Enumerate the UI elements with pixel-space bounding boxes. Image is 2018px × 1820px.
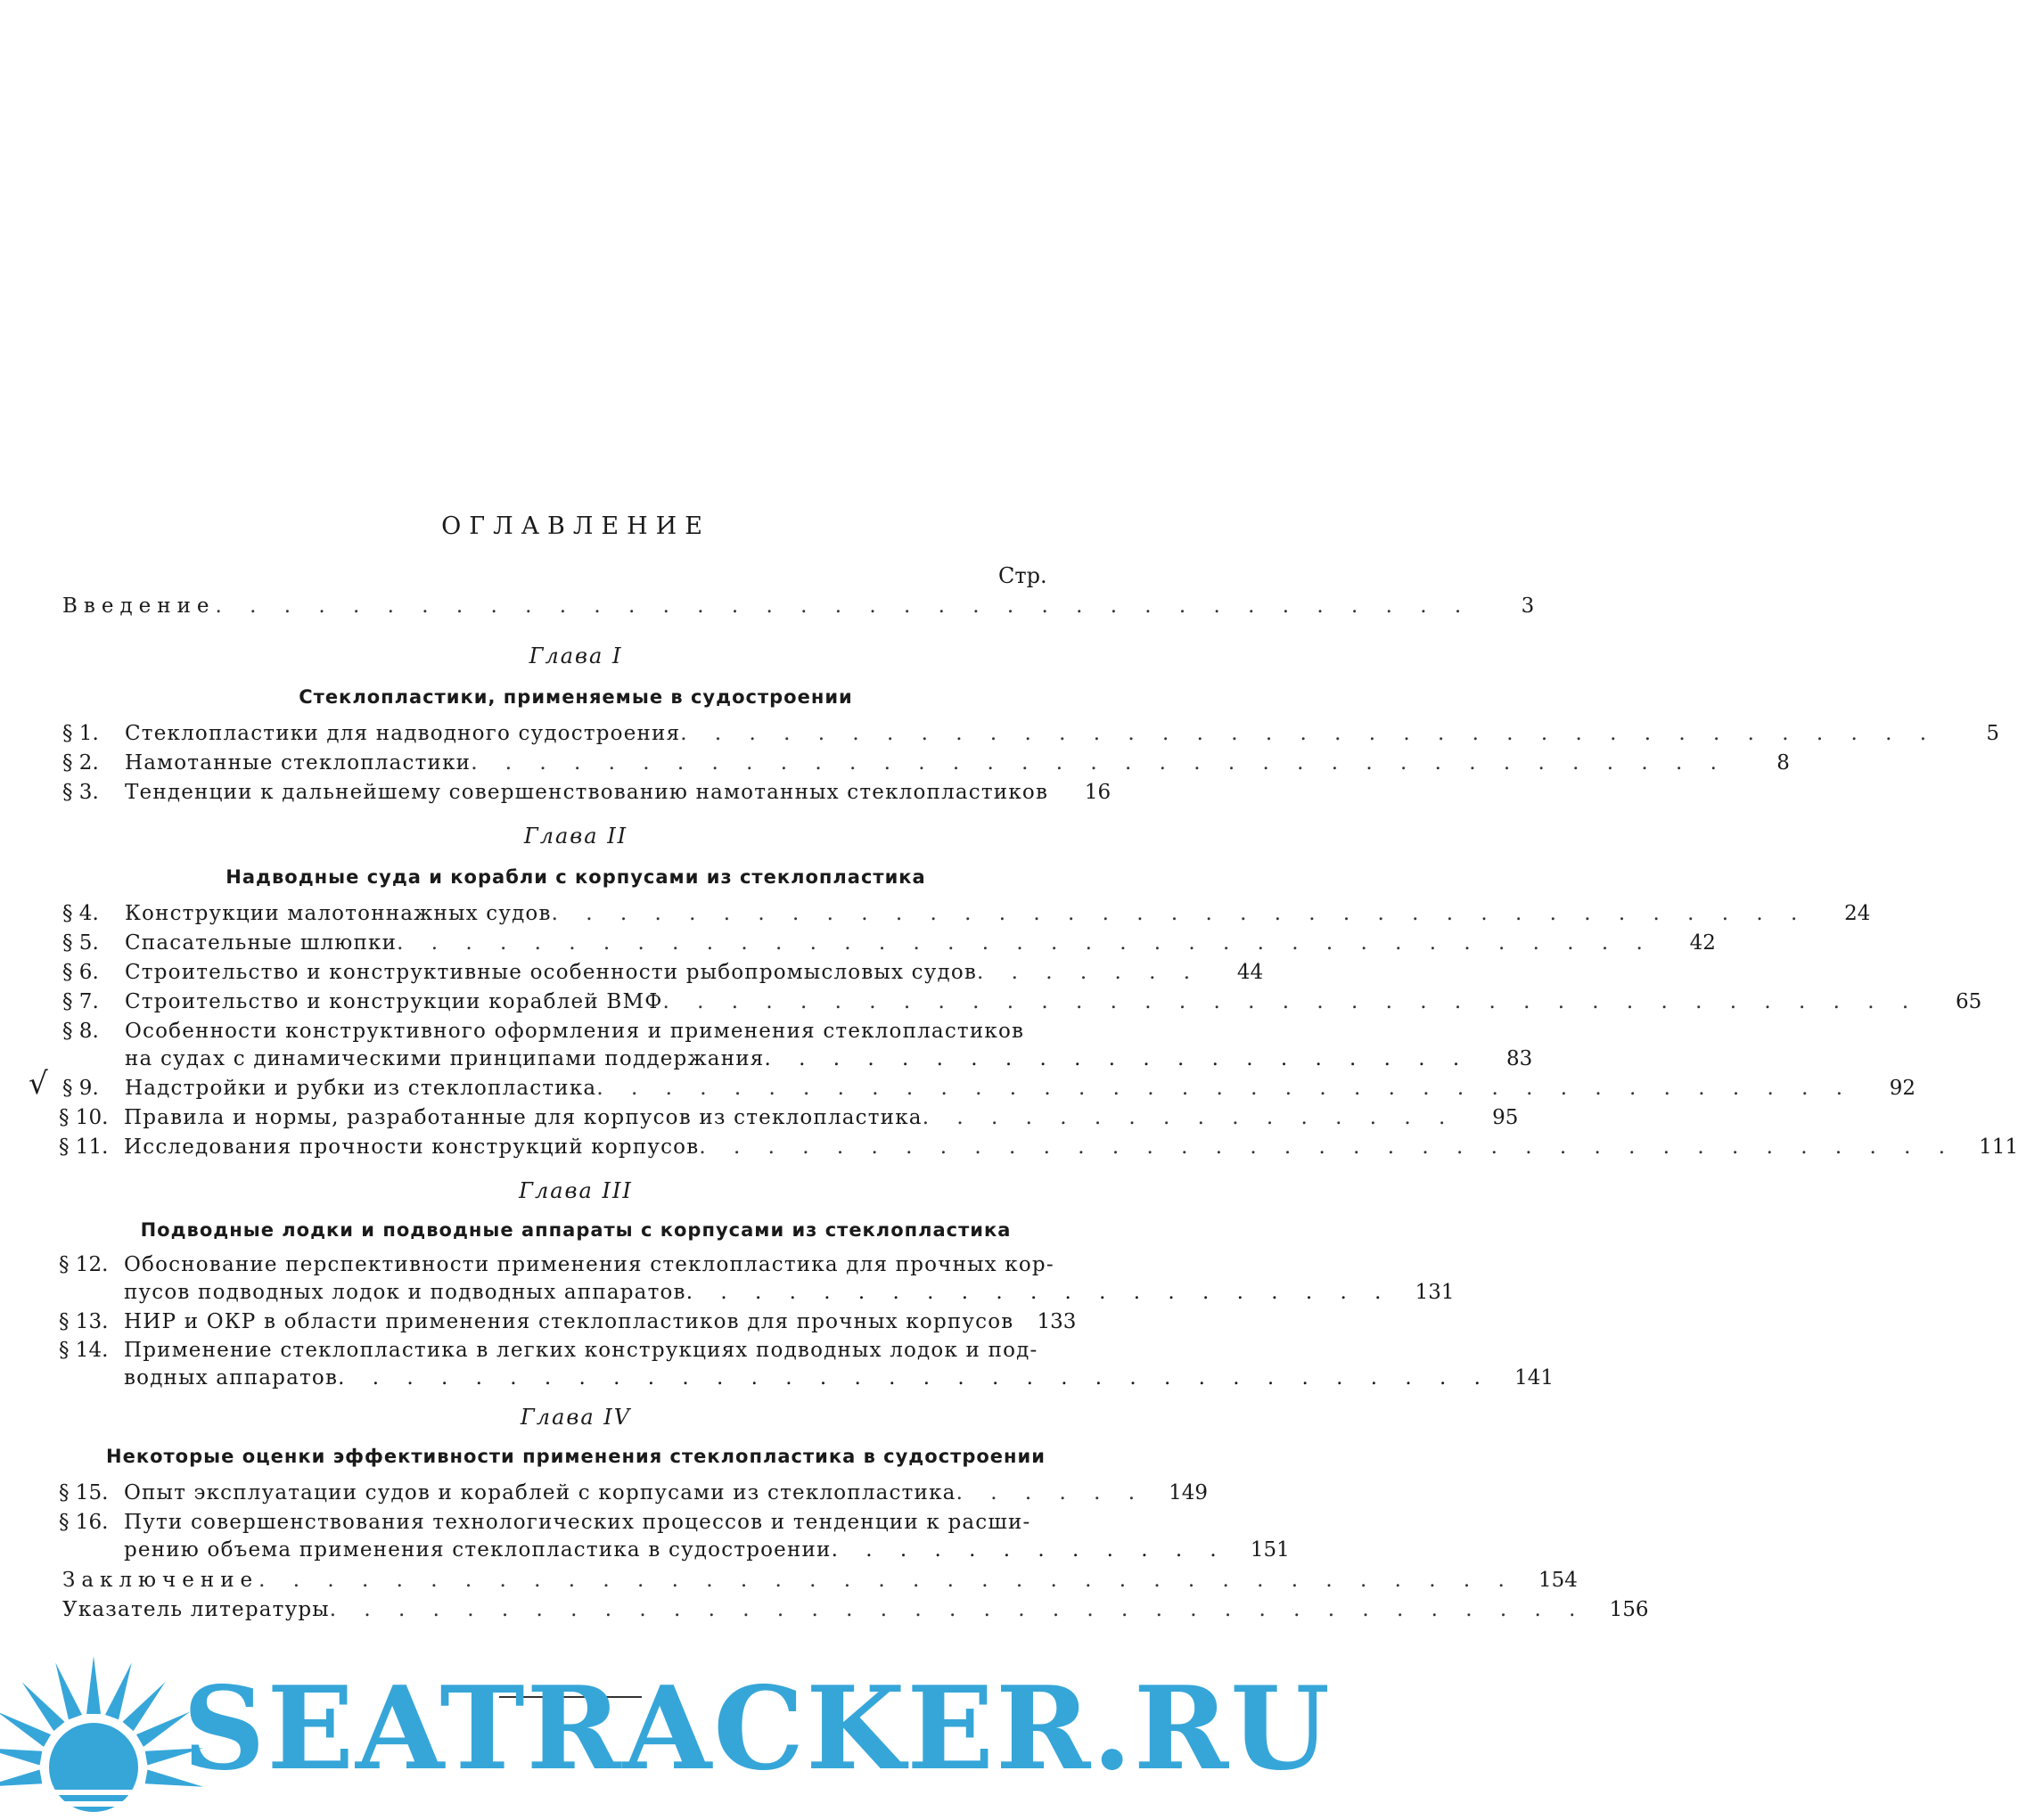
section-number: § 6. (62, 961, 99, 984)
leader-dots: . . . . . . . . . . . . . . . . . . . . . . . . . . . . . . . . . . . . . (329, 1598, 1587, 1621)
page-number: 141 (1514, 1366, 1554, 1390)
toc-entry[interactable] (62, 779, 1112, 807)
entry-title: Спасательные шлюпки (125, 931, 398, 955)
section-number: § 1. (62, 722, 99, 745)
chapter-label: Глава I (529, 644, 623, 668)
section-number: § 12. (59, 1253, 109, 1276)
page-number: 131 (1415, 1281, 1455, 1304)
page-number: 133 (1037, 1310, 1077, 1333)
chapter-title: Подводные лодки и подводные аппараты с корпусами из стеклопластика (140, 1219, 1012, 1241)
section-number: § 2. (62, 751, 99, 775)
toc-entry[interactable] (59, 1308, 1077, 1336)
leader-dots: . . . . . . . . . . . . . . . . . . . . . . . . . . . . . . . . . . . . . (680, 722, 1938, 745)
page-number: 24 (1844, 902, 1871, 925)
watermark-text: SEATRACKER.RU (183, 1662, 1332, 1796)
toc-entry[interactable] (62, 988, 1982, 1016)
leader-dots: . . . . . . (956, 1481, 1145, 1504)
leader-dots: . . . . . . . . . . . . . . . . . . . . . (685, 1281, 1392, 1304)
leader-dots: . . . . . . . . . . . . . . . . (922, 1106, 1456, 1129)
page-number: 42 (1689, 931, 1716, 955)
leader-dots: . . . . . . . . . . . . . . . . . . . . . . . . . . . . . . . . . . . . . (258, 1569, 1515, 1592)
entry-title-continuation: на судах с динамическими принципами поддержания (125, 1047, 765, 1070)
leader-dots: . . . . . . . . . . . . . . . . . . . . . (764, 1047, 1471, 1070)
page-number: 3 (1521, 594, 1535, 618)
entry-title: Конструкции малотоннажных судов (125, 902, 552, 925)
toc-title: ОГЛАВЛЕНИЕ (441, 512, 710, 540)
entry-title: Пути совершенствования технологических процессов и тенденции к расши- (124, 1511, 1031, 1534)
page-number: 154 (1538, 1569, 1578, 1592)
entry-title-continuation: водных аппаратов (124, 1366, 339, 1390)
entry-title: Строительство и конструкции кораблей ВМФ (125, 990, 663, 1013)
margin-check-mark: √ (29, 1066, 48, 1102)
section-number: § 14. (59, 1339, 109, 1362)
page-number: 5 (1986, 722, 2000, 745)
page-number: 83 (1505, 1047, 1533, 1070)
leader-dots: . . . . . . . (977, 961, 1202, 984)
chapter-label: Глава III (519, 1178, 633, 1203)
entry-title: Стеклопластики для надводного судостроения (125, 722, 681, 745)
page-number: 151 (1250, 1538, 1290, 1562)
leader-dots: . . . . . . . . . . . . . . . . . . . . . . . . . . . . . . . . . . . . . (596, 1077, 1854, 1100)
toc-entry[interactable] (62, 1018, 1533, 1073)
page-column-label: Стр. (998, 563, 1047, 588)
chapter-title: Стеклопластики, применяемые в судостроении (299, 686, 853, 708)
section-number: § 13. (59, 1310, 109, 1333)
leader-dots: . . . . . . . . . . . . . . . . . . . . . . . . . . . . . . . . . . . . . (662, 990, 1920, 1013)
page-number: 92 (1889, 1077, 1916, 1100)
page-number: 111 (1979, 1135, 2018, 1159)
entry-title: Введение (62, 594, 216, 618)
chapter-label: Глава IV (520, 1405, 632, 1430)
entry-title: Заключение (62, 1569, 259, 1592)
entry-title: Исследования прочности конструкций корпусов (124, 1135, 700, 1159)
toc-entry[interactable] (62, 750, 1790, 777)
sun-icon (0, 1656, 204, 1812)
toc-entry-intro[interactable] (62, 593, 1535, 620)
toc-entry[interactable] (59, 1480, 1208, 1507)
page-number: 156 (1609, 1598, 1649, 1621)
section-number: § 11. (59, 1135, 109, 1159)
toc-entry[interactable] (62, 720, 2000, 748)
page-number: 149 (1169, 1481, 1208, 1504)
toc-entry[interactable] (59, 1134, 2018, 1161)
leader-dots: . . . . . . . . . . . . . . . . . . . . . . . . . . . . . . . . . . . . . (471, 751, 1727, 775)
toc-entry[interactable] (62, 1075, 1916, 1103)
entry-title: Указатель литературы (62, 1598, 330, 1621)
section-number: § 4. (62, 902, 99, 925)
entry-title: Опыт эксплуатации судов и кораблей с корпусами из стеклопластика (124, 1481, 956, 1504)
toc-entry-conclusion[interactable] (62, 1567, 1578, 1595)
leader-dots: . . . . . . . . . . . . . . . . . . . . . . . . . . . . . . . . . . . . . (397, 931, 1653, 955)
chapter-title: Надводные суда и корабли с корпусами из стеклопластика (226, 866, 926, 888)
toc-entry-references[interactable] (62, 1596, 1649, 1624)
leader-dots: . . . . . . . . . . . . . . . . . . . . . . . . . . . . . . . . . . . . . (215, 594, 1472, 618)
section-number: § 7. (62, 990, 99, 1013)
page-number: 16 (1084, 781, 1112, 804)
entry-title: Тенденции к дальнейшему совершенствованию намотанных стеклопластиков (125, 781, 1049, 804)
toc-entry[interactable] (59, 1104, 1519, 1132)
entry-title: Обоснование перспективности применения стеклопластика для прочных кор- (124, 1253, 1054, 1276)
page-number: 8 (1776, 751, 1790, 775)
section-number: § 5. (62, 931, 99, 955)
section-number: § 16. (59, 1511, 109, 1534)
chapter-label: Глава II (523, 824, 628, 849)
entry-title: Надстройки и рубки из стеклопластика (125, 1077, 597, 1100)
toc-entry[interactable] (59, 1337, 1554, 1392)
page-number: 44 (1236, 961, 1264, 984)
toc-entry[interactable] (62, 900, 1871, 928)
section-number: § 3. (62, 781, 99, 804)
section-number: § 8. (62, 1020, 99, 1043)
entry-title: Намотанные стеклопластики (125, 751, 472, 775)
toc-entry[interactable] (59, 1509, 1290, 1564)
entry-title: НИР и ОКР в области применения стеклопластиков для прочных корпусов (124, 1310, 1014, 1333)
entry-title-continuation: рению объема применения стеклопластика в судостроении (124, 1538, 832, 1562)
leader-dots: . . . . . . . . . . . . (831, 1538, 1227, 1562)
entry-title: Применение стеклопластика в легких конструкциях подводных лодок и под- (124, 1339, 1038, 1362)
leader-dots: . . . . . . . . . . . . . . . . . . . . . . . . . . . . . . . . . . . . . (699, 1135, 1956, 1159)
chapter-title: Некоторые оценки эффективности применения стеклопластика в судостроении (106, 1446, 1046, 1467)
section-number: § 9. (62, 1077, 99, 1100)
entry-title: Особенности конструктивного оформления и применения стеклопластиков (125, 1020, 1025, 1043)
toc-entry[interactable] (62, 959, 1264, 987)
entry-title: Строительство и конструктивные особенности рыбопромысловых судов (125, 961, 978, 984)
section-number: § 15. (59, 1481, 109, 1504)
entry-title-continuation: пусов подводных лодок и подводных аппаратов (124, 1281, 686, 1304)
entry-title: Правила и нормы, разработанные для корпусов из стеклопластика (124, 1106, 923, 1129)
section-number: § 10. (59, 1106, 109, 1129)
leader-dots: . . . . . . . . . . . . . . . . . . . . . . . . . . . . . . . . . . (338, 1366, 1491, 1390)
page-number: 95 (1492, 1106, 1519, 1129)
toc-entry[interactable] (59, 1251, 1455, 1307)
leader-dots: . . . . . . . . . . . . . . . . . . . . . . . . . . . . . . . . . . . . . (551, 902, 1809, 925)
toc-entry[interactable] (62, 930, 1716, 957)
page-number: 65 (1955, 990, 1982, 1013)
